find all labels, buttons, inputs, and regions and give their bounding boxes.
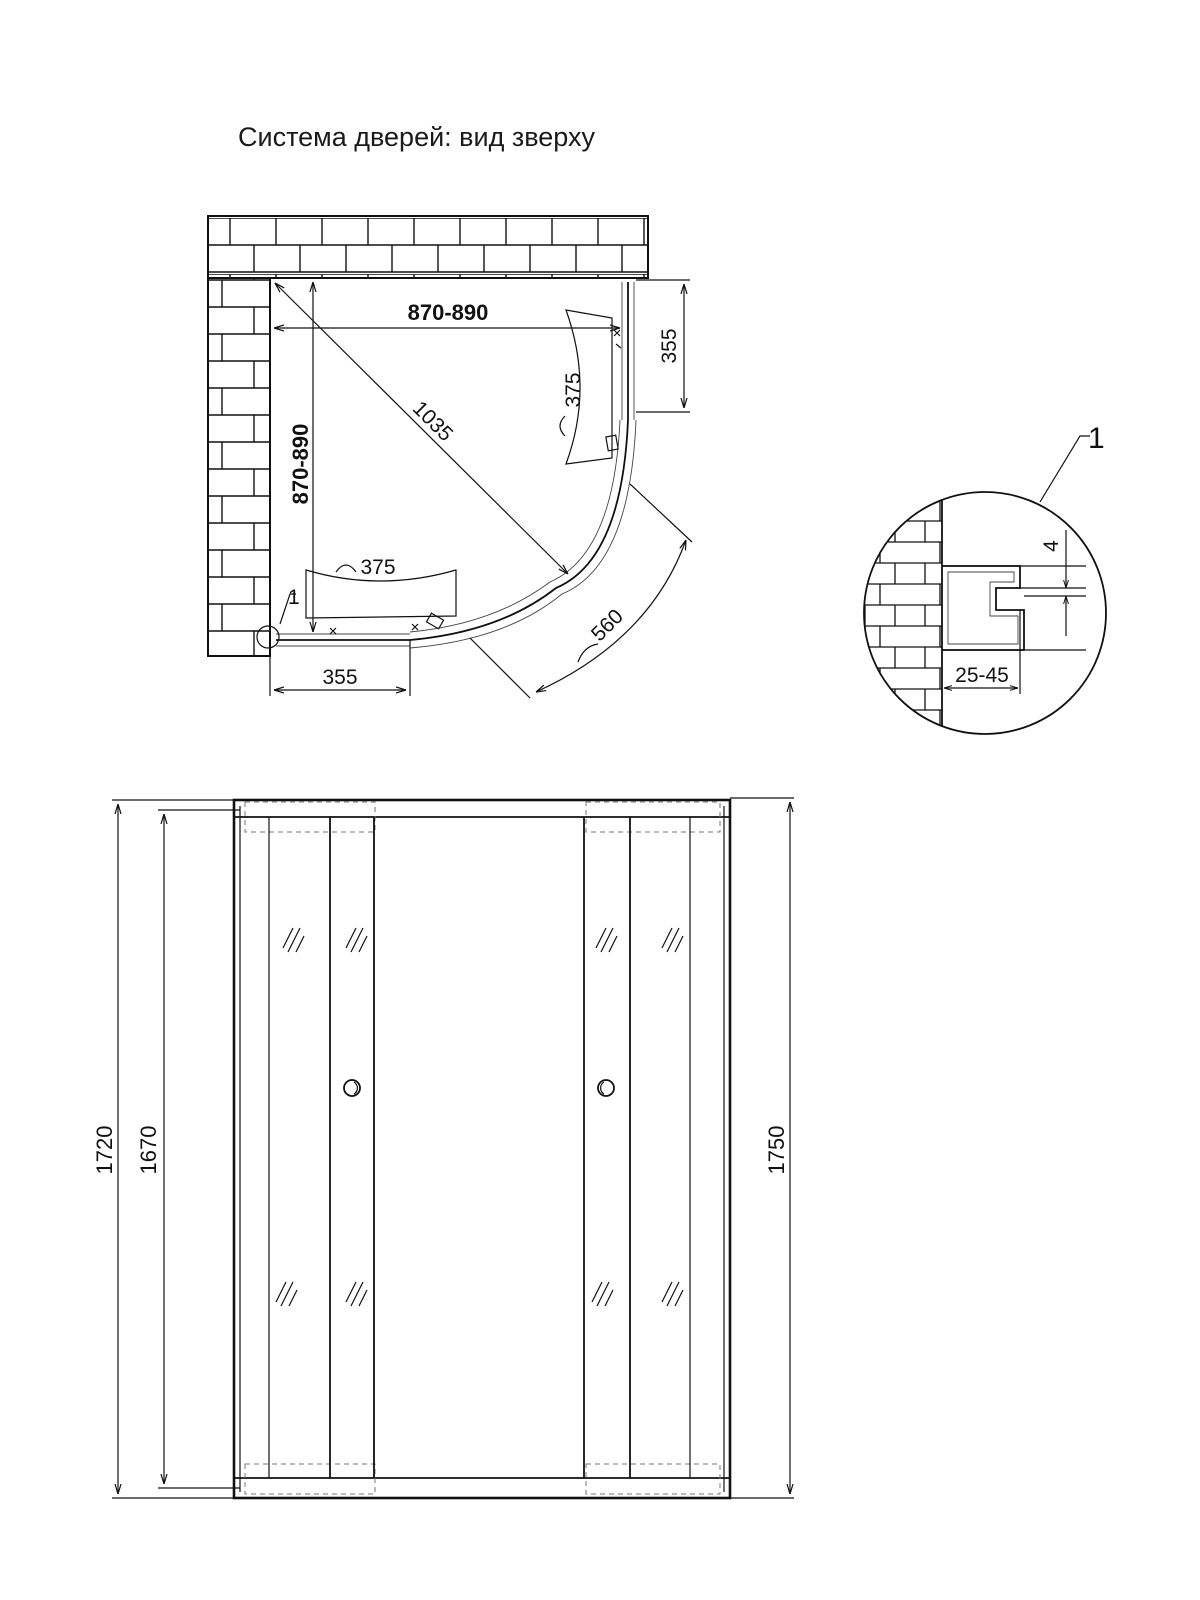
height-1750-dimension bbox=[730, 798, 794, 1498]
right-door-handle bbox=[598, 1080, 614, 1096]
right-fixed-panel bbox=[630, 817, 690, 1478]
fixed-panel-bottom bbox=[276, 634, 410, 646]
diagonal-label: 1035 bbox=[407, 396, 458, 447]
left-door-handle bbox=[344, 1080, 360, 1096]
door-arc-bottom-label: 375 bbox=[360, 556, 396, 579]
diagonal-dimension bbox=[275, 283, 568, 574]
drawing-title: Система дверей: вид зверху bbox=[238, 122, 595, 152]
glass-hatch-marks bbox=[276, 928, 683, 1306]
gap-label: 4 bbox=[1040, 540, 1063, 552]
brick-wall-left bbox=[208, 278, 270, 656]
detail-callout-top-label: 1 bbox=[288, 586, 300, 609]
door-opening-dimension bbox=[470, 484, 692, 698]
height-1670-dimension bbox=[136, 810, 240, 1488]
door-arc-right bbox=[560, 310, 612, 464]
width-label: 870-890 bbox=[407, 300, 489, 325]
height-1720-dimension bbox=[92, 800, 234, 1498]
detail-view bbox=[850, 422, 1106, 740]
depth-label: 870-890 bbox=[288, 423, 313, 505]
door-arc-bottom bbox=[306, 556, 456, 618]
left-fixed-panel bbox=[269, 817, 330, 1478]
detail-callout-top bbox=[280, 586, 300, 624]
bottom-panel-dimension bbox=[270, 640, 410, 696]
height-1750-label: 1750 bbox=[764, 1125, 789, 1175]
height-1670-label: 1670 bbox=[136, 1125, 161, 1175]
depth-dimension bbox=[288, 282, 313, 632]
right-panel-label: 355 bbox=[658, 328, 681, 364]
adjust-range-label: 25-45 bbox=[955, 664, 1009, 687]
right-panel-dimension bbox=[636, 280, 690, 412]
door-opening-label: 560 bbox=[586, 604, 628, 646]
height-1720-label: 1720 bbox=[92, 1125, 117, 1175]
door-arc-right-label: 375 bbox=[562, 372, 585, 408]
fixed-panel-right bbox=[622, 282, 634, 420]
bottom-panel-label: 355 bbox=[322, 666, 358, 689]
width-dimension bbox=[274, 300, 620, 328]
brick-wall-top bbox=[208, 216, 648, 278]
detail-callout-label: 1 bbox=[1088, 422, 1105, 455]
top-view bbox=[208, 216, 692, 698]
front-view bbox=[92, 798, 794, 1498]
